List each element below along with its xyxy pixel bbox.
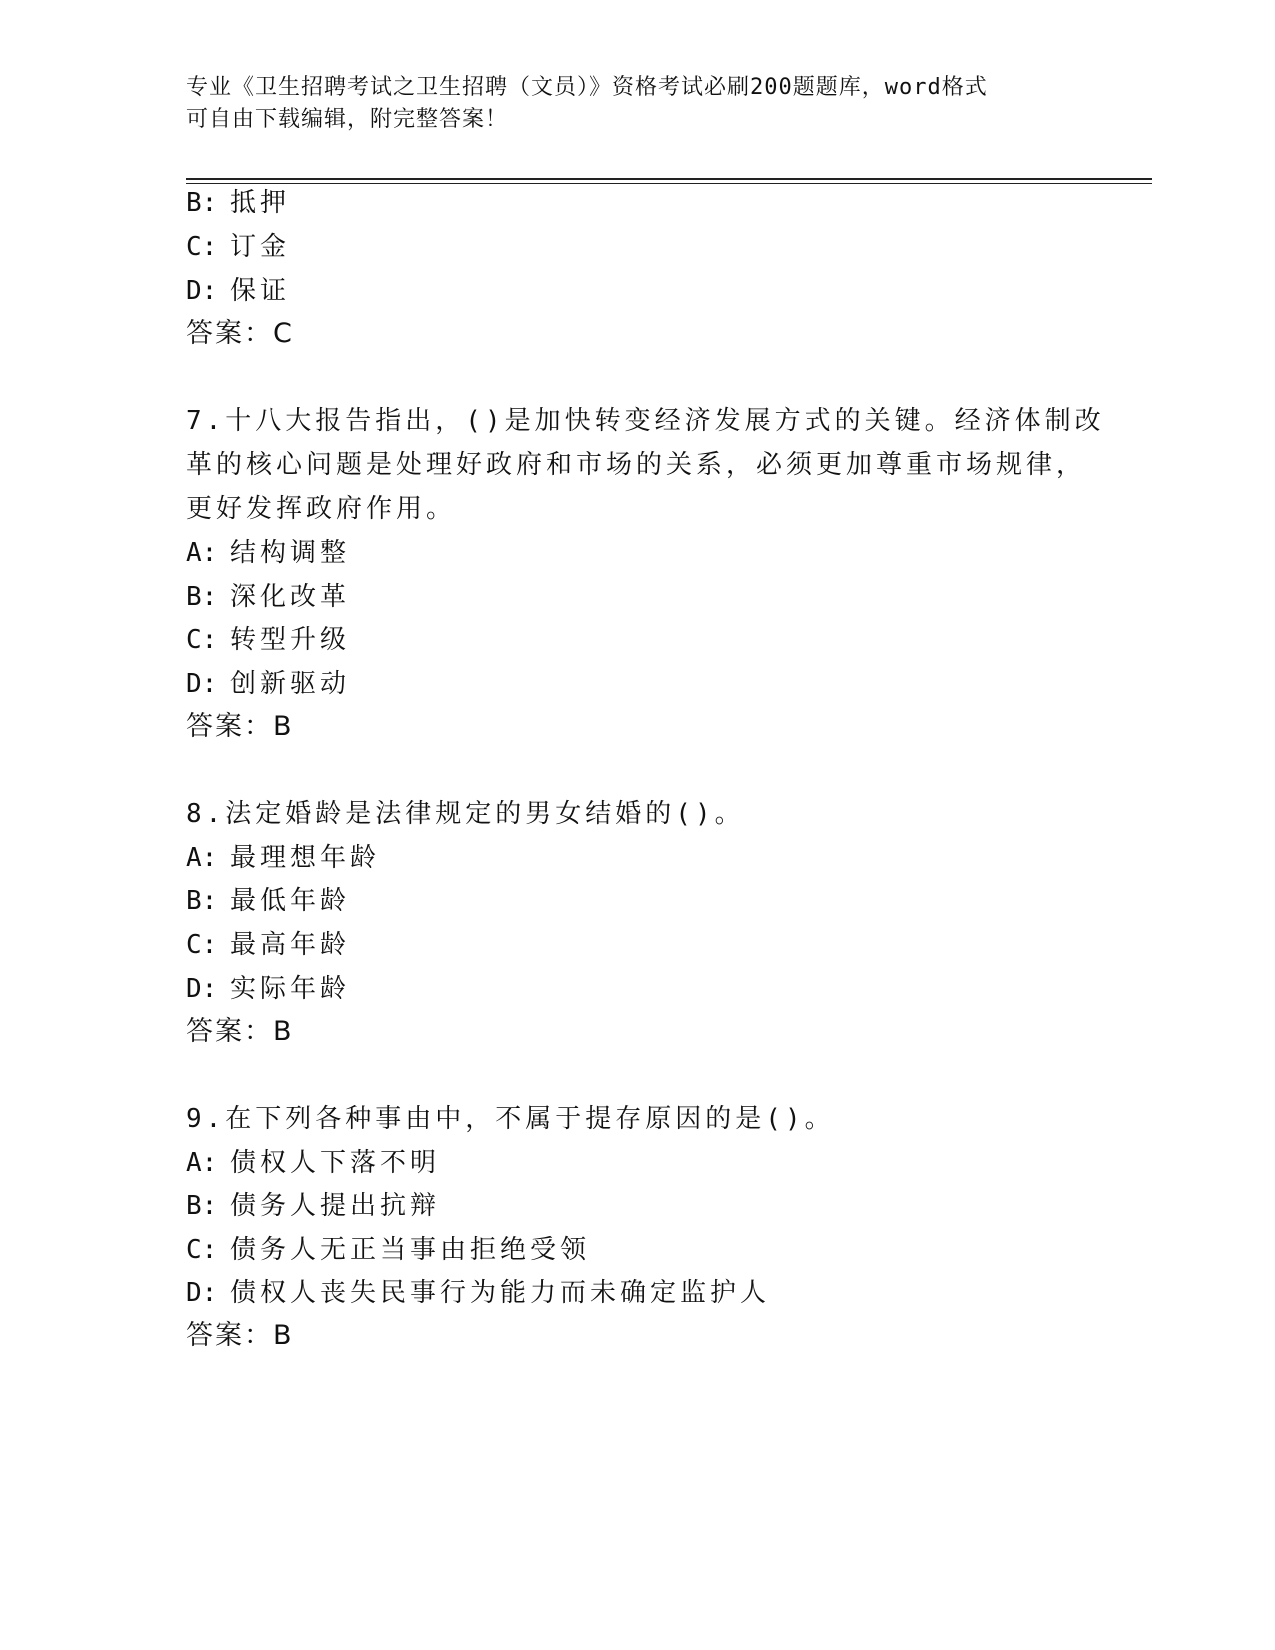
question-7-stem-line-3: 更好发挥政府作用。 <box>186 494 457 524</box>
header-title-line-2: 可自由下载编辑，附完整答案！ <box>186 107 509 132</box>
question-7-stem-line-1: 7.十八大报告指出，()是加快转变经济发展方式的关键。经济体制改 <box>186 406 1105 436</box>
question-7-option-b: B: 深化改革 <box>186 582 351 612</box>
question-8-stem: 8.法定婚龄是法律规定的男女结婚的()。 <box>186 799 745 829</box>
question-9-option-a: A: 债权人下落不明 <box>186 1148 441 1178</box>
question-8-option-d: D: 实际年龄 <box>186 974 351 1004</box>
question-7-option-a: A: 结构调整 <box>186 538 351 568</box>
option-d: D: 保证 <box>186 276 291 306</box>
question-8-answer: 答案：B <box>186 1016 294 1047</box>
question-7-stem-line-2: 革的核心问题是处理好政府和市场的关系，必须更加尊重市场规律， <box>186 450 1087 480</box>
header-rule-thin <box>186 183 1152 184</box>
question-7-option-d: D: 创新驱动 <box>186 669 351 699</box>
header-rule-thick <box>186 178 1152 180</box>
answer-line: 答案：C <box>186 318 294 349</box>
header-title-line-1: 专业《卫生招聘考试之卫生招聘（文员）》资格考试必刷200题题库，word格式 <box>186 75 988 100</box>
question-9-stem: 9.在下列各种事由中，不属于提存原因的是()。 <box>186 1104 835 1134</box>
question-8-option-b: B: 最低年龄 <box>186 886 351 916</box>
question-8-option-a: A: 最理想年龄 <box>186 843 381 873</box>
question-9-option-b: B: 债务人提出抗辩 <box>186 1191 441 1221</box>
question-7-answer: 答案：B <box>186 711 294 742</box>
question-9-option-c: C: 债务人无正当事由拒绝受领 <box>186 1235 591 1265</box>
option-b: B: 抵押 <box>186 188 291 218</box>
question-7-option-c: C: 转型升级 <box>186 625 351 655</box>
option-c: C: 订金 <box>186 232 291 262</box>
page-header <box>186 72 1066 136</box>
question-8-option-c: C: 最高年龄 <box>186 930 351 960</box>
question-9-option-d: D: 债权人丧失民事行为能力而未确定监护人 <box>186 1278 771 1308</box>
question-9-answer: 答案：B <box>186 1320 294 1351</box>
